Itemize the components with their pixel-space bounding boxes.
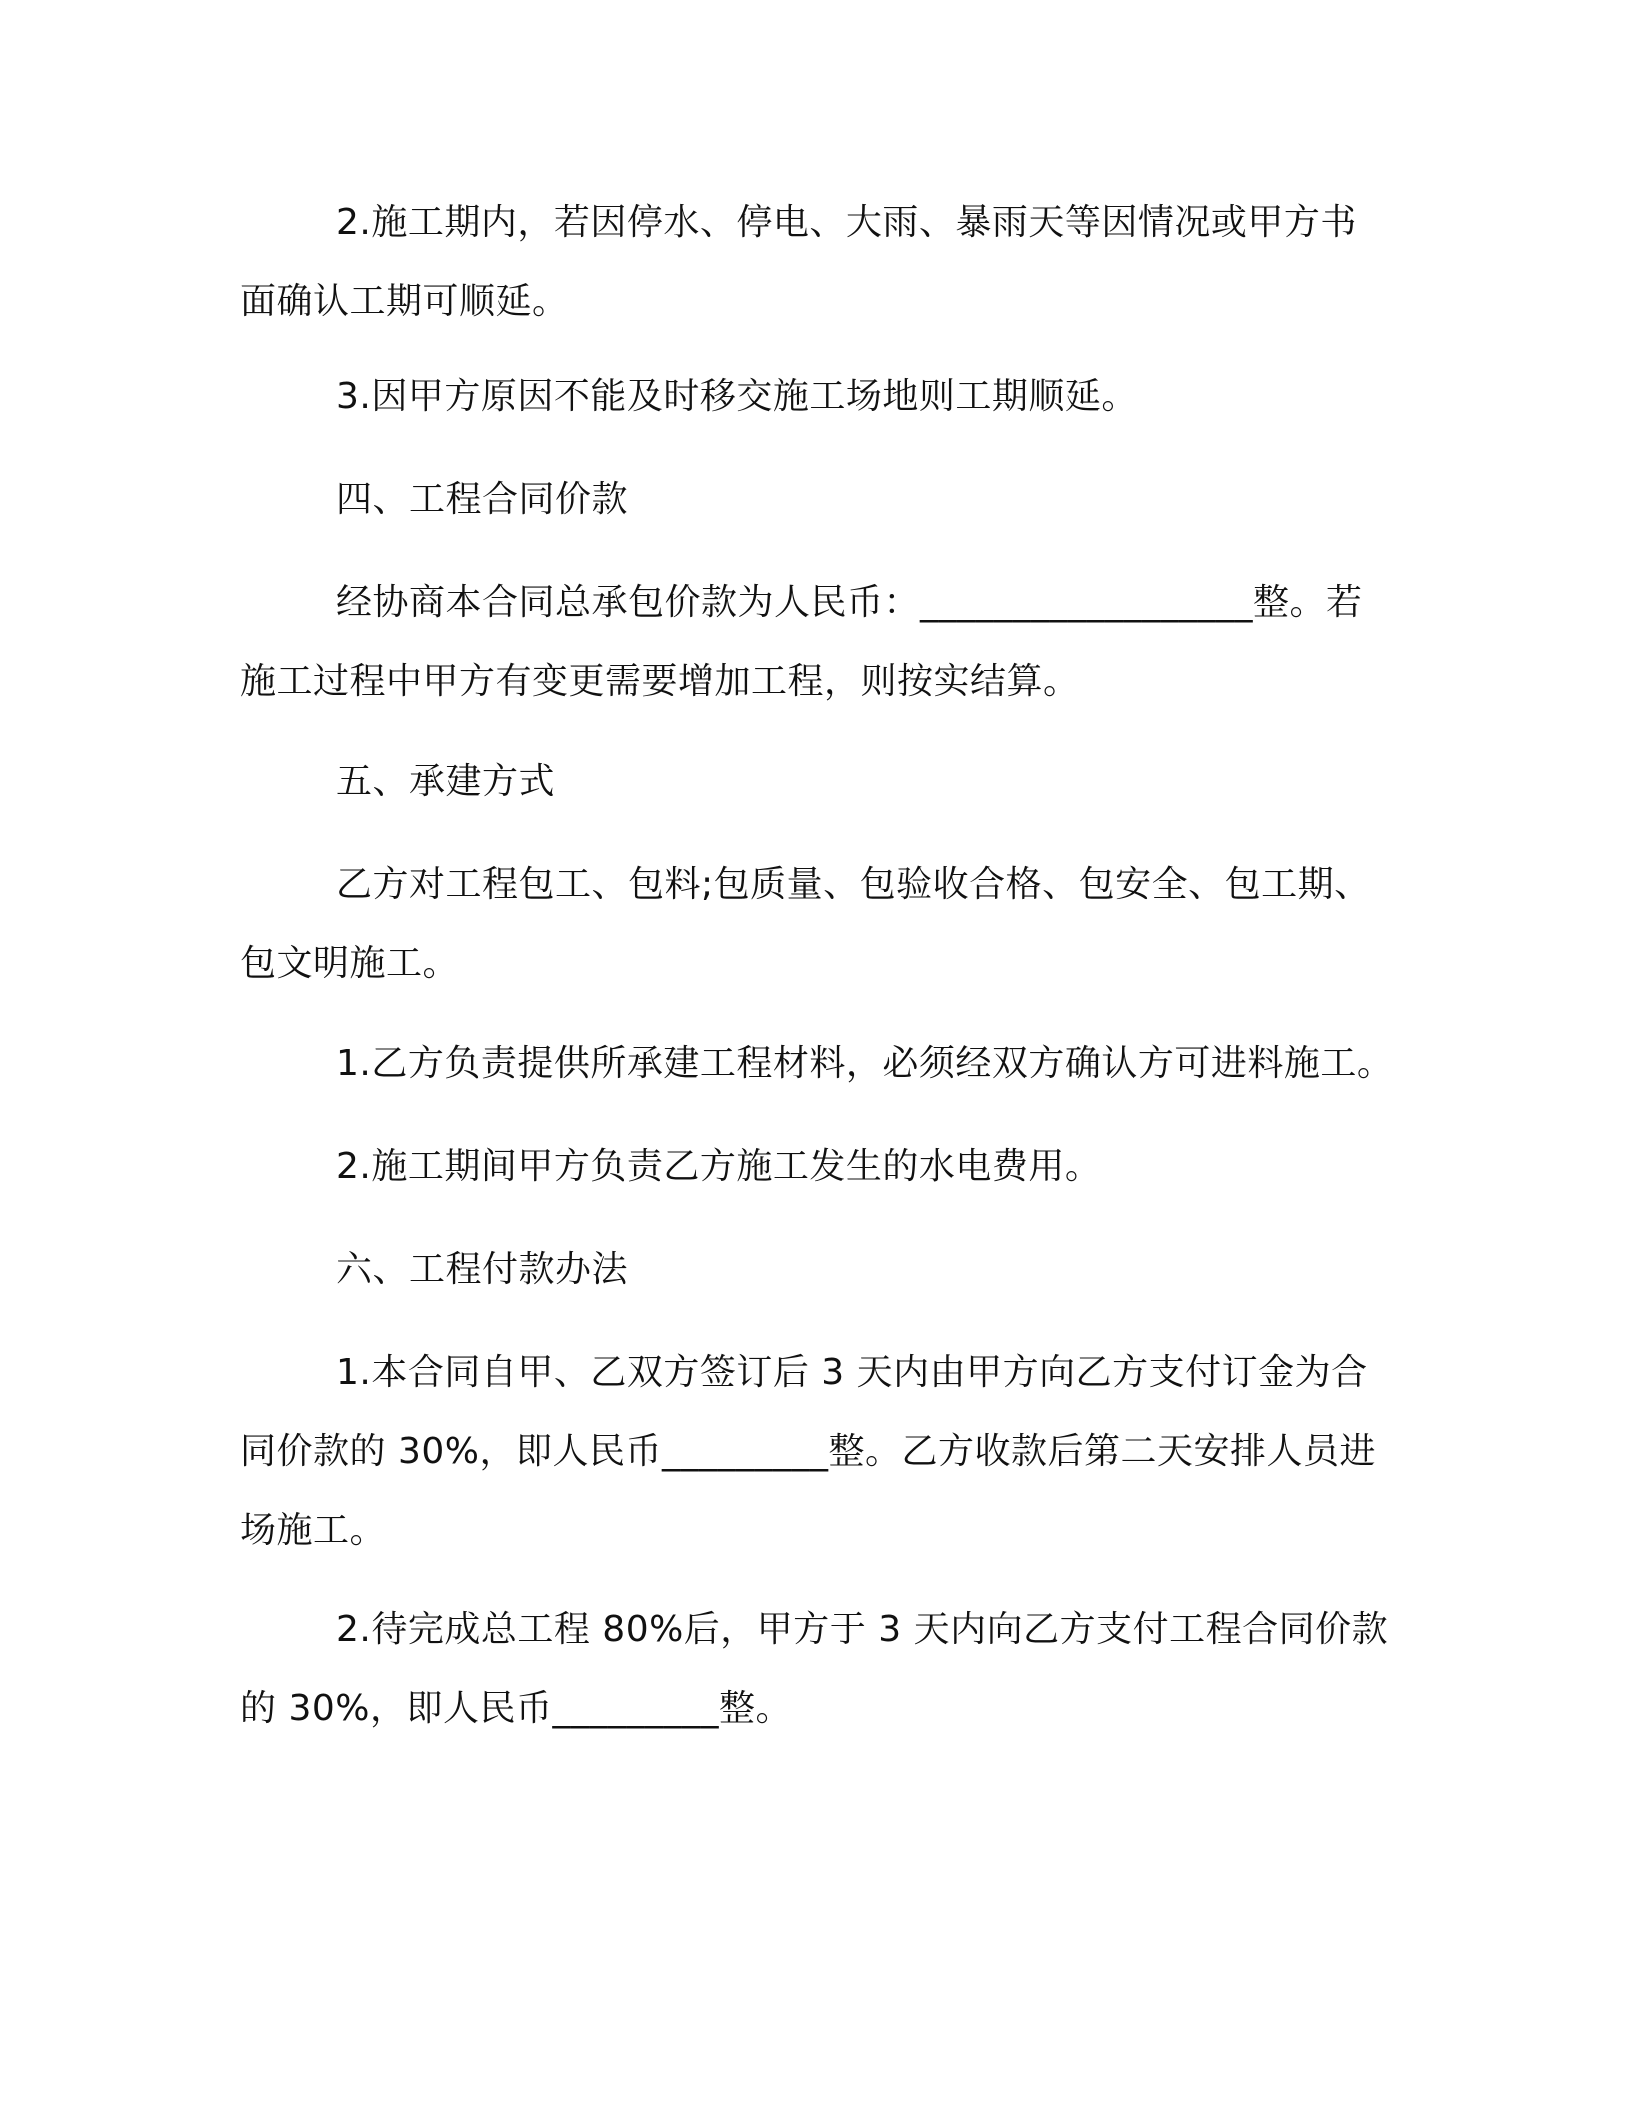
text-line: 1.本合同自甲、乙双方签订后 3 天内由甲方向乙方支付订金为合 — [336, 1352, 1368, 1393]
text-line: 经协商本合同总承包价款为人民币：__________________整。若 — [336, 582, 1363, 623]
text-line: 施工过程中甲方有变更需要增加工程，则按实结算。 — [240, 661, 1080, 702]
paragraph-contracting-scope — [240, 845, 1390, 1003]
heading-text: 四、工程合同价款 — [336, 479, 629, 520]
text-line: 2.施工期间甲方负责乙方施工发生的水电费用。 — [336, 1146, 1102, 1187]
text-line: 1.乙方负责提供所承建工程材料，必须经双方确认方可进料施工。 — [336, 1043, 1394, 1084]
text-line: 同价款的 30%，即人民币_________整。乙方收款后第二天安排人员进 — [240, 1431, 1376, 1472]
paragraph-progress-payment — [240, 1590, 1390, 1748]
paragraph-utilities — [240, 1127, 1390, 1206]
section-heading-construction-mode — [240, 742, 1390, 821]
section-heading-contract-price — [240, 460, 1390, 539]
paragraph-deposit-payment — [240, 1333, 1390, 1570]
text-line: 面确认工期可顺延。 — [240, 281, 569, 322]
paragraph-materials — [240, 1024, 1394, 1103]
text-line: 2.施工期内，若因停水、停电、大雨、暴雨天等因情况或甲方书 — [336, 202, 1357, 243]
heading-text: 六、工程付款办法 — [336, 1249, 629, 1290]
paragraph-construction-delay — [240, 183, 1390, 341]
text-line: 场施工。 — [240, 1510, 387, 1551]
paragraph-contract-price — [240, 563, 1390, 721]
text-line: 2.待完成总工程 80%后，甲方于 3 天内向乙方支付工程合同价款 — [336, 1609, 1389, 1650]
text-line: 包文明施工。 — [240, 943, 460, 984]
paragraph-site-handover — [240, 357, 1390, 436]
section-heading-payment-method — [240, 1230, 1390, 1309]
text-line: 的 30%，即人民币_________整。 — [240, 1688, 792, 1729]
text-line: 乙方对工程包工、包料;包质量、包验收合格、包安全、包工期、 — [336, 864, 1371, 905]
text-line: 3.因甲方原因不能及时移交施工场地则工期顺延。 — [336, 376, 1138, 417]
heading-text: 五、承建方式 — [336, 761, 556, 802]
